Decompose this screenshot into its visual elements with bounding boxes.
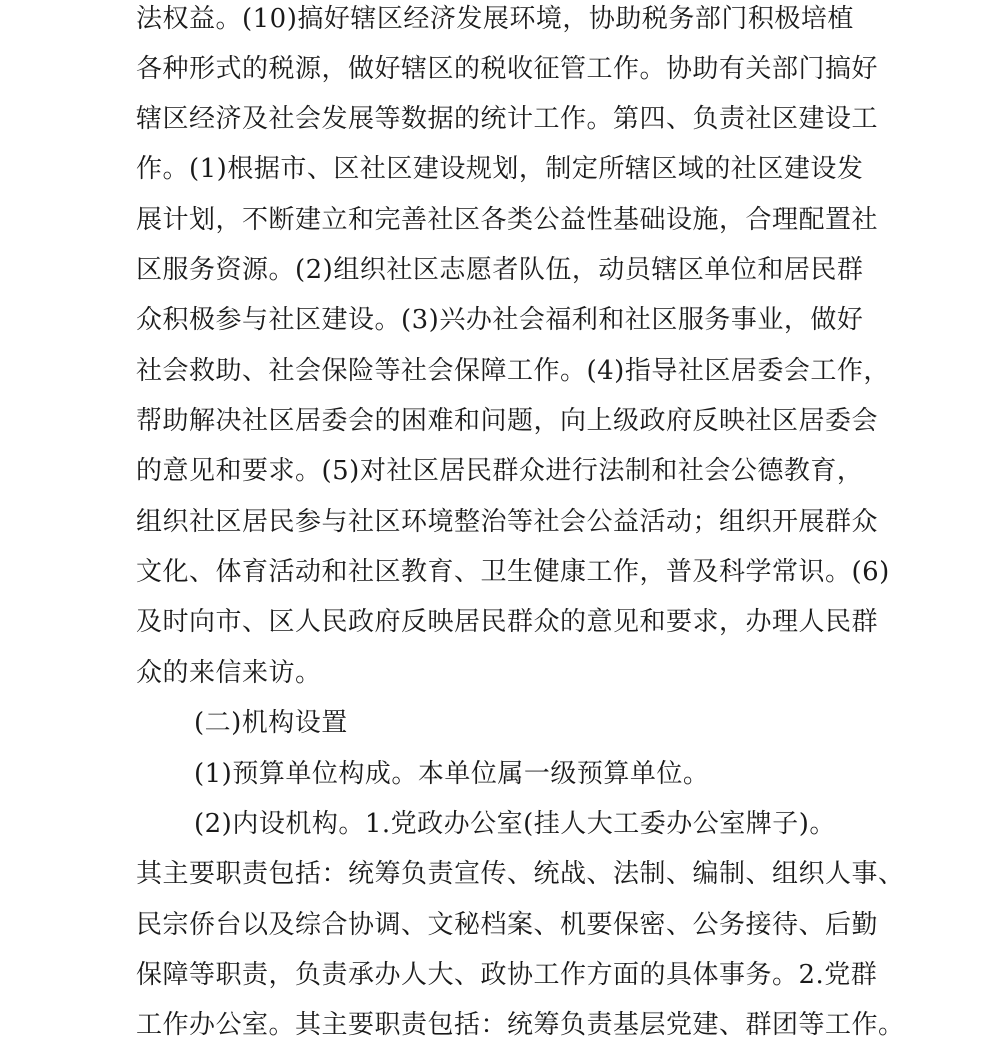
text-line-17: (2)内设机构。1.党政办公室(挂人大工委办公室牌子)。: [194, 809, 836, 839]
section-heading: (二)机构设置: [194, 708, 348, 738]
text-line-11: 组织社区居民参与社区环境整治等社会公益活动；组织开展群众: [136, 507, 879, 537]
text-line-8: 社会救助、社会保险等社会保障工作。(4)指导社区居委会工作，: [136, 356, 890, 386]
text-line-1: 法权益。(10)搞好辖区经济发展环境，协助税务部门积极培植: [136, 4, 854, 34]
text-line-16: (1)预算单位构成。本单位属一级预算单位。: [194, 759, 710, 789]
text-line-10: 的意见和要求。(5)对社区居民群众进行法制和社会公德教育，: [136, 456, 864, 486]
text-line-4: 作。(1)根据市、区社区建设规划，制定所辖区域的社区建设发: [136, 154, 864, 184]
text-line-21: 工作办公室。其主要职责包括：统筹负责基层党建、群团等工作。: [136, 1010, 905, 1040]
text-line-9: 帮助解决社区居委会的困难和问题，向上级政府反映社区居委会: [136, 406, 879, 436]
text-line-6: 区服务资源。(2)组织社区志愿者队伍，动员辖区单位和居民群: [136, 255, 864, 285]
text-line-19: 民宗侨台以及综合协调、文秘档案、机要保密、公务接待、后勤: [136, 910, 879, 940]
text-line-20: 保障等职责，负责承办人大、政协工作方面的具体事务。2.党群: [136, 960, 878, 990]
text-line-2: 各种形式的税源，做好辖区的税收征管工作。协助有关部门搞好: [136, 54, 879, 84]
text-line-5: 展计划，不断建立和完善社区各类公益性基础设施，合理配置社: [136, 205, 879, 235]
text-line-12: 文化、体育活动和社区教育、卫生健康工作，普及科学常识。(6): [136, 557, 890, 587]
text-line-7: 众积极参与社区建设。(3)兴办社会福利和社区服务事业，做好: [136, 305, 864, 335]
text-line-18: 其主要职责包括：统筹负责宣传、统战、法制、编制、组织人事、: [136, 859, 905, 889]
text-line-13: 及时向市、区人民政府反映居民群众的意见和要求，办理人民群: [136, 607, 879, 637]
text-line-3: 辖区经济及社会发展等数据的统计工作。第四、负责社区建设工: [136, 104, 879, 134]
text-line-14: 众的来信来访。: [136, 658, 322, 688]
